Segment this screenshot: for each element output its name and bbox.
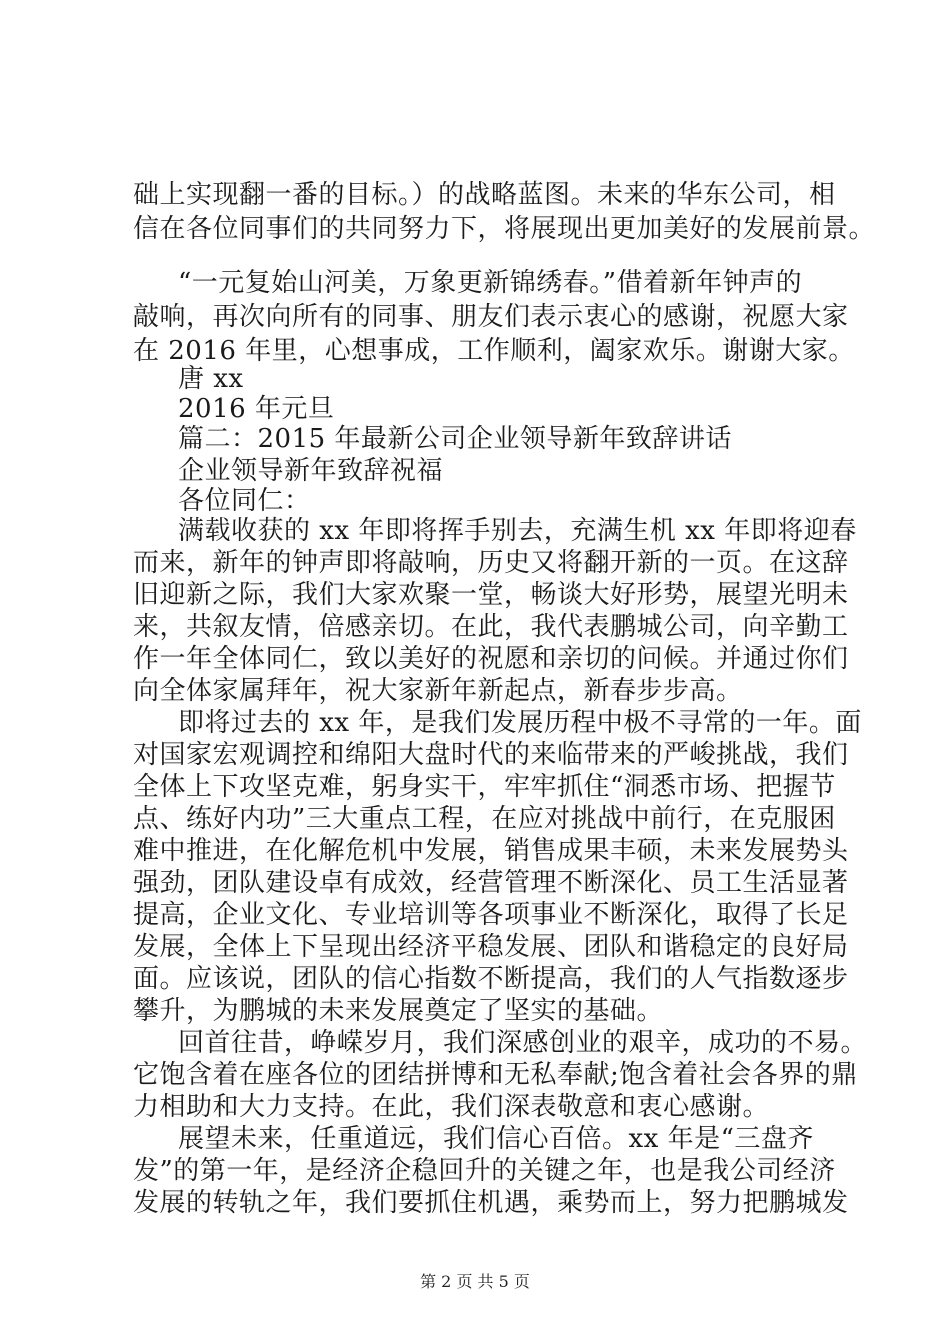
text-line: 面。应该说，团队的信心指数不断提高，我们的人气指数逐步 [133,964,849,994]
text-line: 对国家宏观调控和绵阳大盘时代的来临带来的严峻挑战，我们 [133,740,849,770]
text-line: 攀升，为鹏城的未来发展奠定了坚实的基础。 [133,996,664,1026]
text-line: 点、练好内功”三大重点工程，在应对挑战中前行，在克服困 [133,804,836,834]
text-line: 力相助和大力支持。在此，我们深表敬意和衷心感谢。 [133,1092,770,1122]
text-line: 而来，新年的钟声即将敲响，历史又将翻开新的一页。在这辞 [133,548,849,578]
text-line: 向全体家属拜年，祝大家新年新起点，新春步步高。 [133,676,743,706]
signature-name: 唐 xx [178,364,244,394]
text-line: 发展，全体上下呈现出经济平稳发展、团队和谐稳定的良好局 [133,932,849,962]
text-line: 发展的转轨之年，我们要抓住机遇，乘势而上，努力把鹏城发 [133,1188,849,1218]
text-line: 敲响，再次向所有的同事、朋友们表示衷心的感谢，祝愿大家 [133,302,849,332]
text-line: 满载收获的 xx 年即将挥手别去，充满生机 xx 年即将迎春 [178,516,857,546]
text-line: 在 2016 年里，心想事成，工作顺利，阖家欢乐。谢谢大家。 [133,336,855,366]
text-line: 难中推进，在化解危机中发展，销售成果丰硕，未来发展势头 [133,836,849,866]
text-line: 础上实现翻一番的目标。）的战略蓝图。未来的华东公司，相 [133,180,836,210]
page-number: 第 2 页 共 5 页 [420,1272,530,1291]
text-line: 信在各位同事们的共同努力下，将展现出更加美好的发展前景。 [133,214,876,244]
signature-date: 2016 年元旦 [178,394,335,424]
section-heading: 篇二：2015 年最新公司企业领导新年致辞讲话 [178,424,732,454]
section-subtitle: 企业领导新年致辞祝福 [178,456,444,486]
text-line: 旧迎新之际，我们大家欢聚一堂，畅谈大好形势，展望光明未 [133,580,849,610]
text-line: 来，共叙友情，倍感亲切。在此，我代表鹏城公司，向辛勤工 [133,612,849,642]
text-line: 全体上下攻坚克难，躬身实干，牢牢抓住“洞悉市场、把握节 [133,772,836,802]
text-line: 提高，企业文化、专业培训等各项事业不断深化，取得了长足 [133,900,849,930]
text-line: 强劲，团队建设卓有成效，经营管理不断深化、员工生活显著 [133,868,849,898]
text-line: 发”的第一年，是经济企稳回升的关键之年，也是我公司经济 [133,1156,836,1186]
salutation: 各位同仁： [178,486,311,516]
text-line: 即将过去的 xx 年，是我们发展历程中极不寻常的一年。面 [178,708,862,738]
text-line: 展望未来，任重道远，我们信心百倍。xx 年是“三盘齐 [178,1124,814,1154]
text-line: 它饱含着在座各位的团结拼博和无私奉献;饱含着社会各界的鼎 [133,1060,858,1090]
text-line: 作一年全体同仁，致以美好的祝愿和亲切的问候。并通过你们 [133,644,849,674]
text-line: 回首往昔，峥嵘岁月，我们深感创业的艰辛，成功的不易。 [178,1028,868,1058]
text-line: “一元复始山河美，万象更新锦绣春。”借着新年钟声的 [178,268,803,298]
